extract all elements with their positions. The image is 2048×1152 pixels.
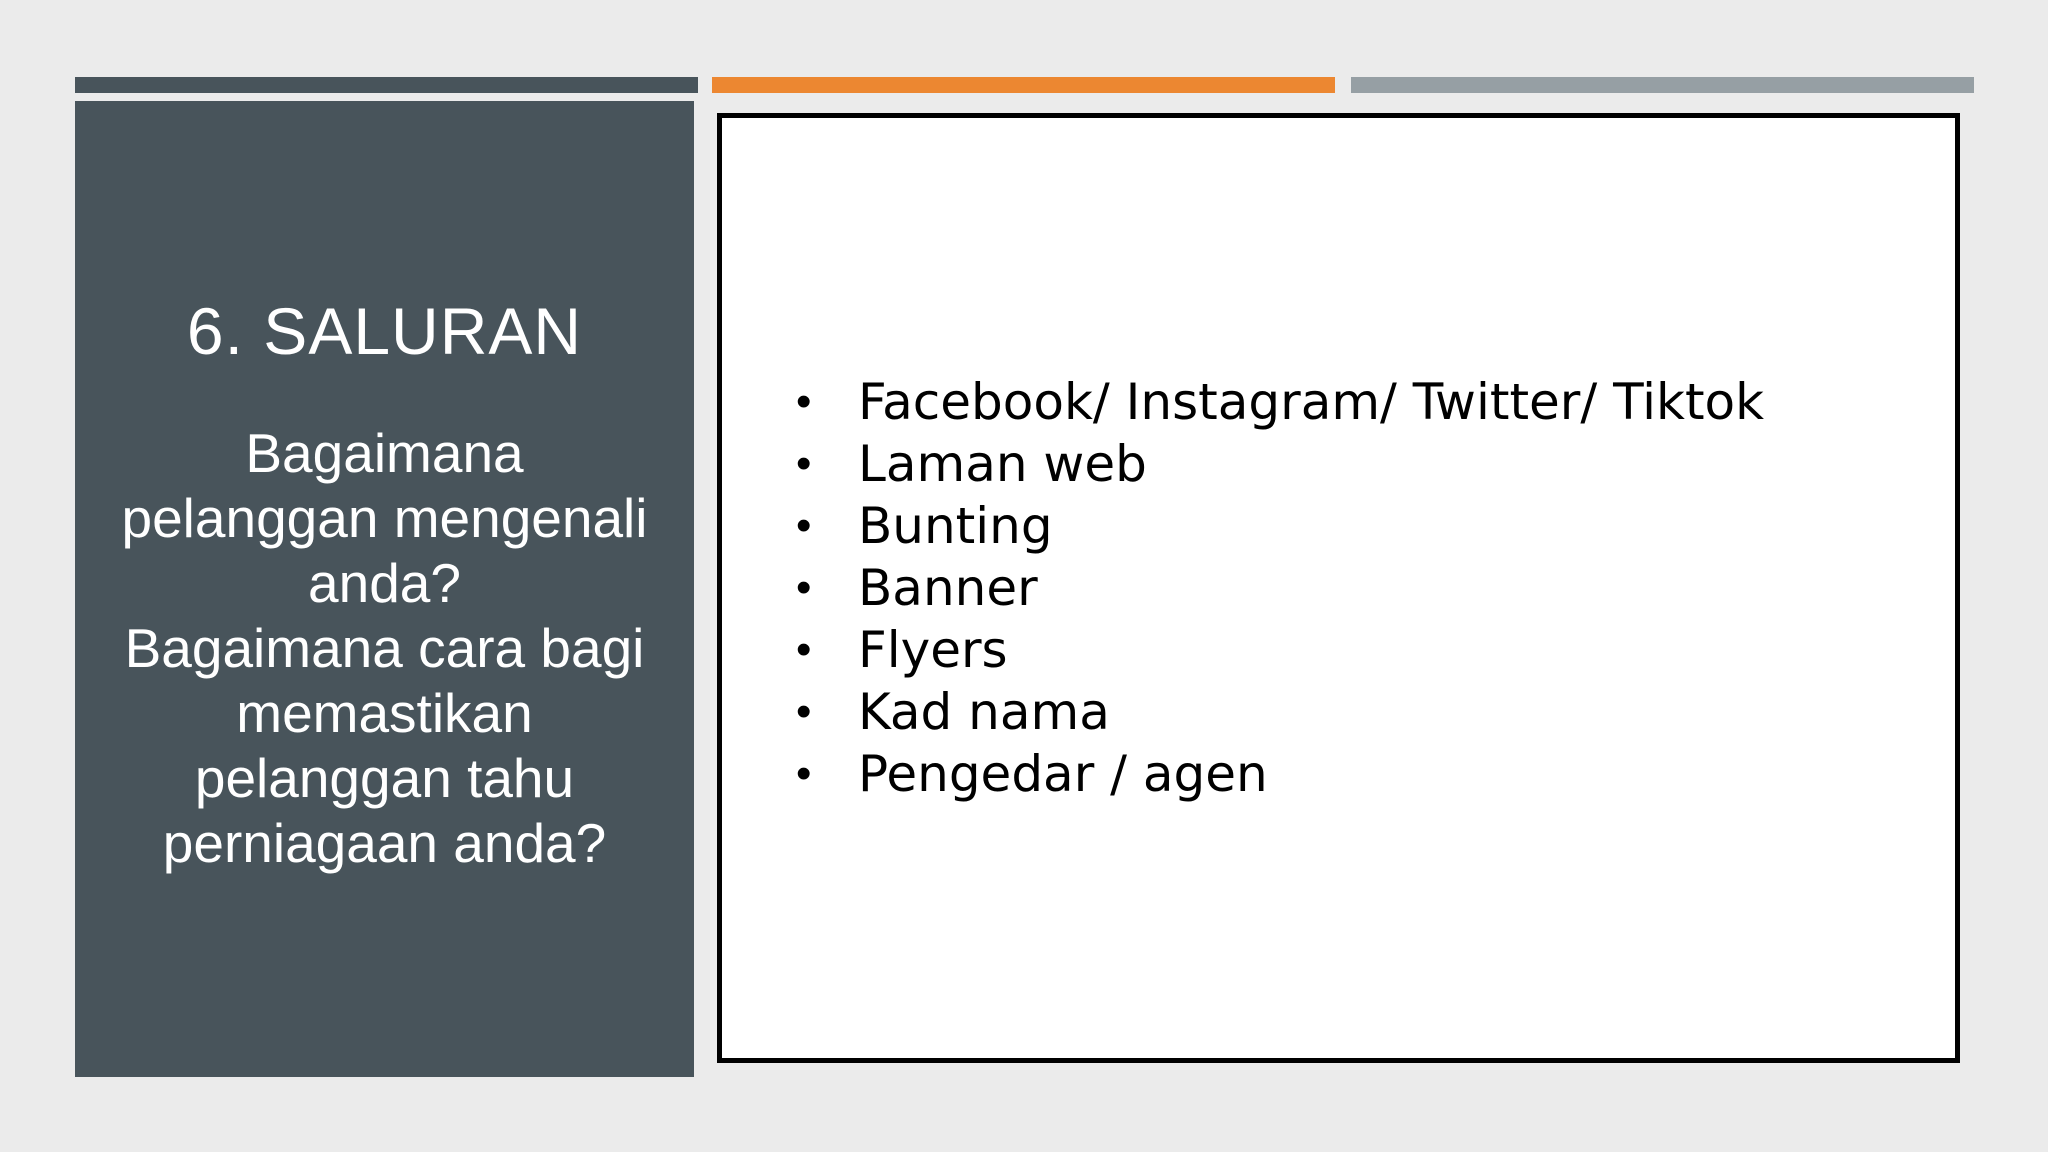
subtitle-line: pelanggan mengenali bbox=[121, 487, 648, 549]
channel-item-social-media: • Facebook/ Instagram/ Twitter/ Tiktok bbox=[796, 371, 1764, 433]
channel-item-bunting: • Bunting bbox=[796, 495, 1764, 557]
channel-list bbox=[796, 371, 1764, 805]
content-box bbox=[717, 113, 1960, 1063]
accent-bar-dark bbox=[75, 77, 698, 93]
slide-title: 6. SALURAN bbox=[186, 294, 583, 368]
subtitle-line: memastikan bbox=[236, 682, 533, 744]
accent-bar-gray bbox=[1351, 77, 1974, 93]
subtitle-line: anda? bbox=[308, 552, 461, 614]
subtitle-line: Bagaimana bbox=[245, 422, 524, 484]
subtitle-line: perniagaan anda? bbox=[162, 812, 607, 874]
title-panel bbox=[75, 101, 694, 1077]
subtitle-line: pelanggan tahu bbox=[194, 747, 575, 809]
channel-item-website: • Laman web bbox=[796, 433, 1764, 495]
channel-item-banner: • Banner bbox=[796, 557, 1764, 619]
channel-item-distributor: • Pengedar / agen bbox=[796, 743, 1764, 805]
accent-bar-orange bbox=[712, 77, 1335, 93]
slide-subtitle bbox=[85, 421, 684, 876]
channel-item-flyers: • Flyers bbox=[796, 619, 1764, 681]
subtitle-line: Bagaimana cara bagi bbox=[124, 617, 645, 679]
channel-item-business-card: • Kad nama bbox=[796, 681, 1764, 743]
